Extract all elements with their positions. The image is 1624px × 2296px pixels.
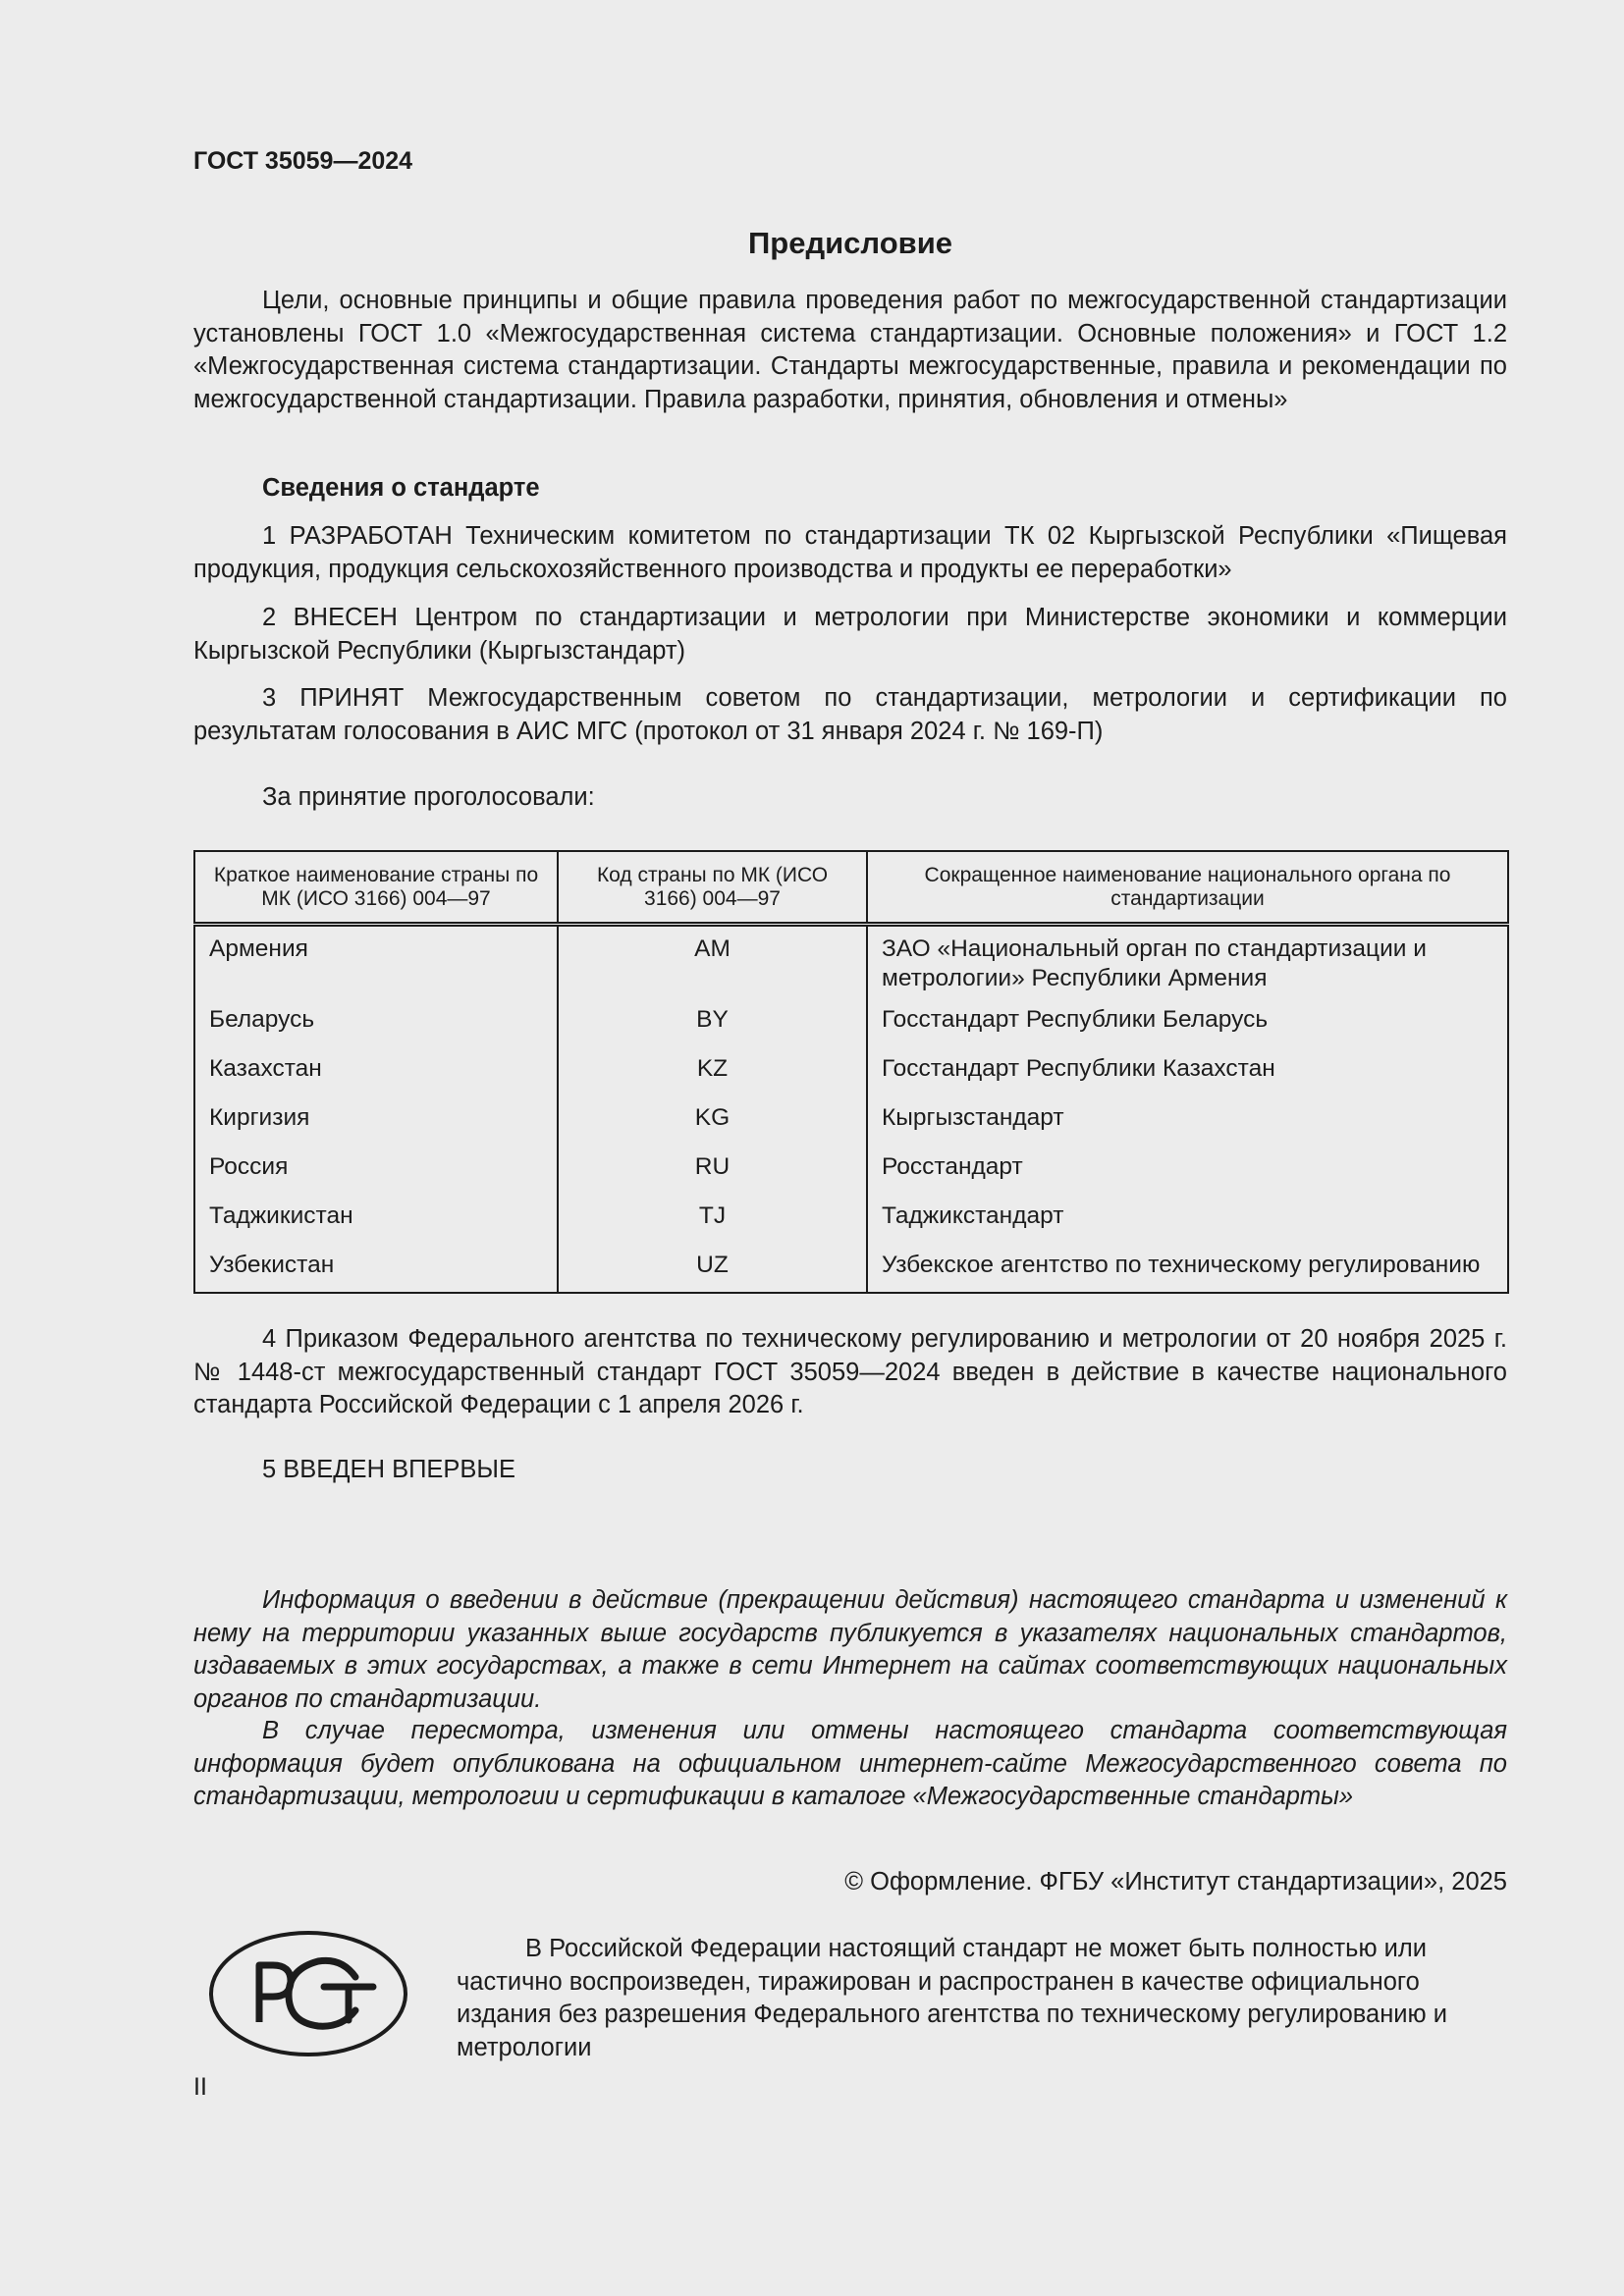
info-heading: Сведения о стандарте xyxy=(262,474,540,502)
table-row xyxy=(194,1054,1508,1103)
table-row xyxy=(194,1103,1508,1152)
document-code: ГОСТ 35059—2024 xyxy=(193,147,413,175)
reproduction-notice: В Российской Федерации настоящий стандарт не может быть полностью или частично воспроизведен, тиражирован и распространен в качестве официального издания без разрешения Федерального агентства по техническому регулированию и метрологии xyxy=(457,1935,1447,2061)
body-cell: Госстандарт Республики Беларусь xyxy=(882,1006,1269,1033)
item-2-paragraph: 2 ВНЕСЕН Центром по стандартизации и метрологии при Министерстве экономики и коммерции Кыргызской Республики (Кыргызстандарт) xyxy=(193,604,1507,665)
item-4-paragraph: 4 Приказом Федерального агентства по техническому регулированию и метрологии от 20 ноября 2025 г. № 1448-ст межгосударственный стандарт ГОСТ 35059—2024 введен в действие в качестве национального стандарта Российской Федерации с 1 апреля 2026 г. xyxy=(193,1325,1507,1418)
country-cell: Россия xyxy=(194,1152,558,1201)
code-cell: UZ xyxy=(558,1251,867,1293)
column-header-country: Краткое наименование страны по МК (ИСО 3166) 004—97 xyxy=(194,851,558,925)
table-row xyxy=(194,925,1508,1006)
table-row xyxy=(194,1251,1508,1293)
body-cell: Росстандарт xyxy=(882,1153,1023,1180)
country-cell: Киргизия xyxy=(194,1103,558,1152)
pct-certification-mark-icon xyxy=(208,1930,408,2062)
table-row xyxy=(194,1005,1508,1054)
country-cell: Узбекистан xyxy=(194,1251,558,1293)
country-cell: Казахстан xyxy=(194,1054,558,1103)
body-cell: Госстандарт Республики Казахстан xyxy=(882,1055,1275,1082)
item-3-paragraph: 3 ПРИНЯТ Межгосударственным советом по стандартизации, метрологии и сертификации по результатам голосования в АИС МГС (протокол от 31 января 2024 г. № 169-П) xyxy=(193,684,1507,745)
country-cell: Таджикистан xyxy=(194,1201,558,1251)
code-cell: BY xyxy=(558,1005,867,1054)
code-cell: RU xyxy=(558,1152,867,1201)
code-cell: AM xyxy=(558,925,867,1006)
page-title: Предисловие xyxy=(747,226,952,260)
column-header-code: Код страны по МК (ИСО 3166) 004—97 xyxy=(558,851,867,925)
code-cell: TJ xyxy=(558,1201,867,1251)
copyright-line: © Оформление. ФГБУ «Институт стандартизации», 2025 xyxy=(844,1868,1507,1896)
body-cell: Таджикстандарт xyxy=(882,1202,1064,1229)
table-row xyxy=(194,1152,1508,1201)
code-cell: KZ xyxy=(558,1054,867,1103)
body-cell: Узбекское агентство по техническому регулированию xyxy=(882,1252,1481,1278)
code-cell: KG xyxy=(558,1103,867,1152)
item-1-paragraph: 1 РАЗРАБОТАН Техническим комитетом по стандартизации ТК 02 Кыргызской Республики «Пищевая продукция, продукция сельскохозяйственного производства и продукты ее переработки» xyxy=(193,522,1507,583)
body-cell: ЗАО «Национальный орган по стандартизации и метрологии» Республики Армения xyxy=(882,935,1427,991)
country-cell: Армения xyxy=(194,925,558,1006)
column-header-body: Сокращенное наименование национального органа по стандартизации xyxy=(867,851,1508,925)
italic-info-paragraph-1: Информация о введении в действие (прекращении действия) настоящего стандарта и изменений к нему на территории указанных выше государств публикуется в указателях национальных стандартов, издаваемых в этих государствах, а также в сети Интернет на сайтах соответствующих национальных органов по стандартизации. xyxy=(193,1586,1507,1713)
page-number: II xyxy=(193,2073,207,2101)
intro-paragraph: Цели, основные принципы и общие правила проведения работ по межгосударственной стандартизации установлены ГОСТ 1.0 «Межгосударственная система стандартизации. Основные положения» и ГОСТ 1.2 «Межгосударственная система стандартизации. Стандарты межгосударственные, правила и рекомендации по межгосударственной стандартизации. Правила разработки, принятия, обновления и отмены» xyxy=(193,287,1507,413)
italic-info-paragraph-2: В случае пересмотра, изменения или отмены настоящего стандарта соответствующая информация будет опубликована на официальном интернет-сайте Межгосударственного совета по стандартизации, метрологии и сертификации в каталоге «Межгосударственные стандарты» xyxy=(193,1717,1507,1810)
body-cell: Кыргызстандарт xyxy=(882,1104,1064,1131)
voted-label: За принятие проголосовали: xyxy=(262,783,595,811)
table-row xyxy=(194,1201,1508,1251)
table-header-row xyxy=(194,851,1508,925)
member-states-table xyxy=(193,850,1509,1294)
country-cell: Беларусь xyxy=(194,1005,558,1054)
item-5-paragraph: 5 ВВЕДЕН ВПЕРВЫЕ xyxy=(262,1456,516,1483)
